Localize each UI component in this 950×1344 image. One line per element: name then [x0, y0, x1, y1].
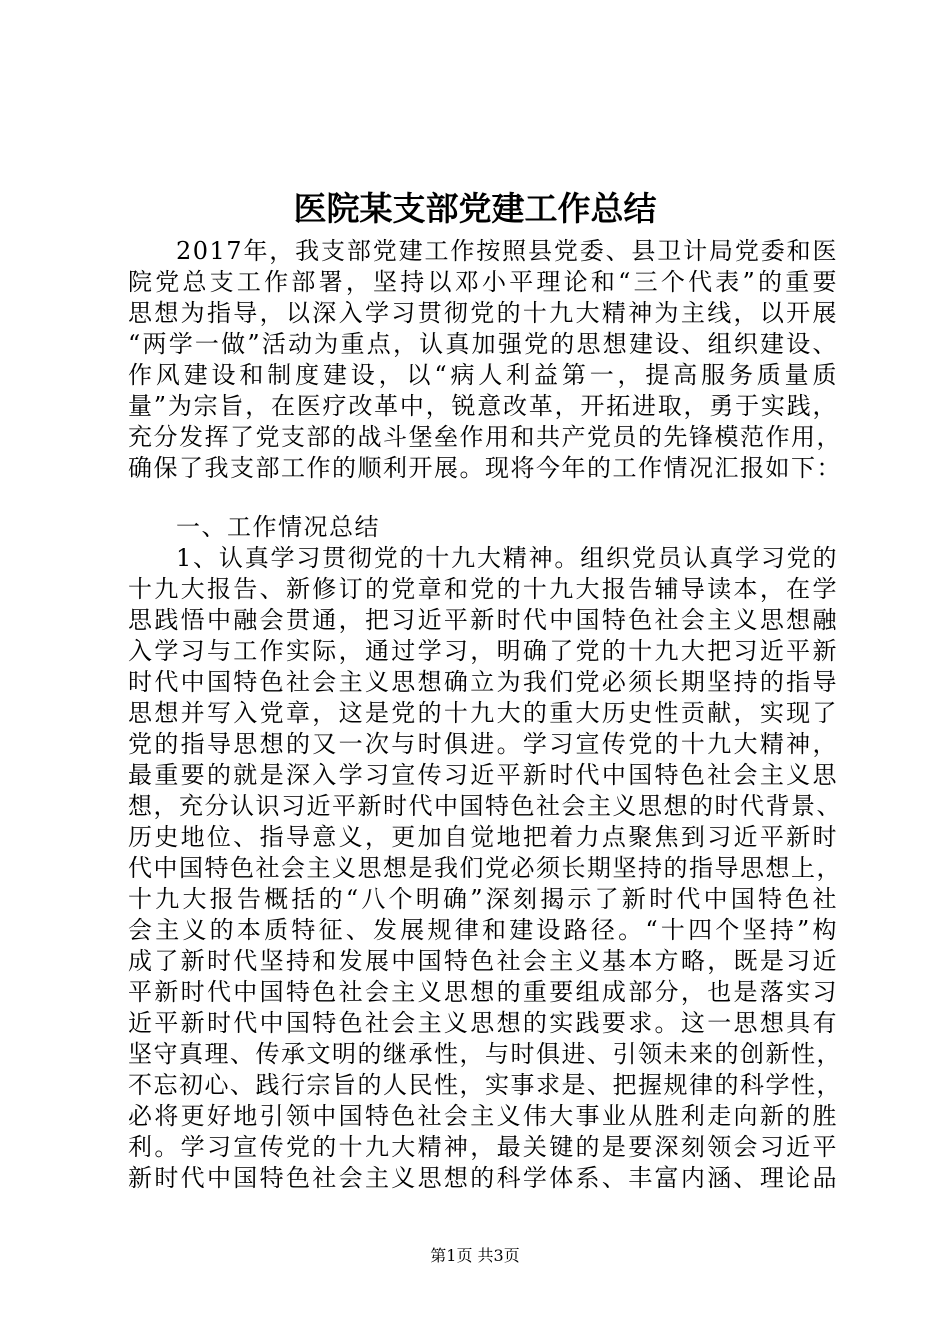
section-work-summary — [128, 512, 842, 1194]
text-line: 代中国特色社会主义思想是我们党必须长期坚持的指导思想上， — [128, 854, 842, 882]
section-heading: 一、工作情况总结 — [176, 513, 380, 541]
text-line: 十九大报告、新修订的党章和党的十九大报告辅导读本，在学 — [128, 575, 838, 603]
text-line: 不忘初心、践行宗旨的人民性，实事求是、把握规律的科学性， — [128, 1071, 842, 1099]
text-line: 历史地位、指导意义，更加自觉地把着力点聚焦到习近平新时 — [128, 823, 838, 851]
text-line: 新时代中国特色社会主义思想的科学体系、丰富内涵、理论品 — [128, 1164, 838, 1192]
text-line: “两学一做”活动为重点，认真加强党的思想建设、组织建设、 — [128, 330, 838, 358]
text-line: 思想为指导，以深入学习贯彻党的十九大精神为主线，以开展 — [128, 299, 838, 327]
text-line: 成了新时代坚持和发展中国特色社会主义基本方略，既是习近 — [128, 947, 838, 975]
text-line: 十九大报告概括的“八个明确”深刻揭示了新时代中国特色社 — [128, 885, 838, 913]
text-line: 会主义的本质特征、发展规律和建设路径。“十四个坚持”构 — [128, 916, 838, 944]
intro-paragraph — [128, 236, 842, 484]
text-line: 量”为宗旨，在医疗改革中，锐意改革，开拓进取，勇于实践， — [128, 392, 838, 420]
text-line: 思想并写入党章，这是党的十九大的重大历史性贡献，实现了 — [128, 699, 838, 727]
text-line: 近平新时代中国特色社会主义思想的实践要求。这一思想具有 — [128, 1009, 838, 1037]
text-line: 最重要的就是深入学习宣传习近平新时代中国特色社会主义思 — [128, 761, 838, 789]
text-line: 2017年，我支部党建工作按照县党委、县卫计局党委和医 — [176, 237, 838, 265]
text-line: 想，充分认识习近平新时代中国特色社会主义思想的时代背景、 — [128, 792, 842, 820]
text-line: 作风建设和制度建设，以“病人利益第一，提高服务质量质 — [128, 361, 838, 389]
text-line: 院党总支工作部署，坚持以邓小平理论和“三个代表”的重要 — [128, 268, 838, 296]
text-line: 入学习与工作实际，通过学习，明确了党的十九大把习近平新 — [128, 637, 838, 665]
document-title: 医院某支部党建工作总结 — [293, 189, 657, 228]
page-footer: 第1页 共3页 — [430, 1246, 520, 1265]
text-line: 利。学习宣传党的十九大精神，最关键的是要深刻领会习近平 — [128, 1133, 838, 1161]
text-line: 坚守真理、传承文明的继承性，与时俱进、引领未来的创新性， — [128, 1040, 842, 1068]
text-line: 平新时代中国特色社会主义思想的重要组成部分，也是落实习 — [128, 978, 838, 1006]
text-line: 思践悟中融会贯通，把习近平新时代中国特色社会主义思想融 — [128, 606, 838, 634]
text-line: 党的指导思想的又一次与时俱进。学习宣传党的十九大精神， — [128, 730, 838, 758]
text-line: 充分发挥了党支部的战斗堡垒作用和共产党员的先锋模范作用， — [128, 423, 842, 451]
text-line: 确保了我支部工作的顺利开展。现将今年的工作情况汇报如下： — [128, 454, 842, 482]
text-line: 必将更好地引领中国特色社会主义伟大事业从胜利走向新的胜 — [128, 1102, 838, 1130]
text-line: 1、认真学习贯彻党的十九大精神。组织党员认真学习党的 — [176, 544, 838, 572]
text-line: 时代中国特色社会主义思想确立为我们党必须长期坚持的指导 — [128, 668, 838, 696]
